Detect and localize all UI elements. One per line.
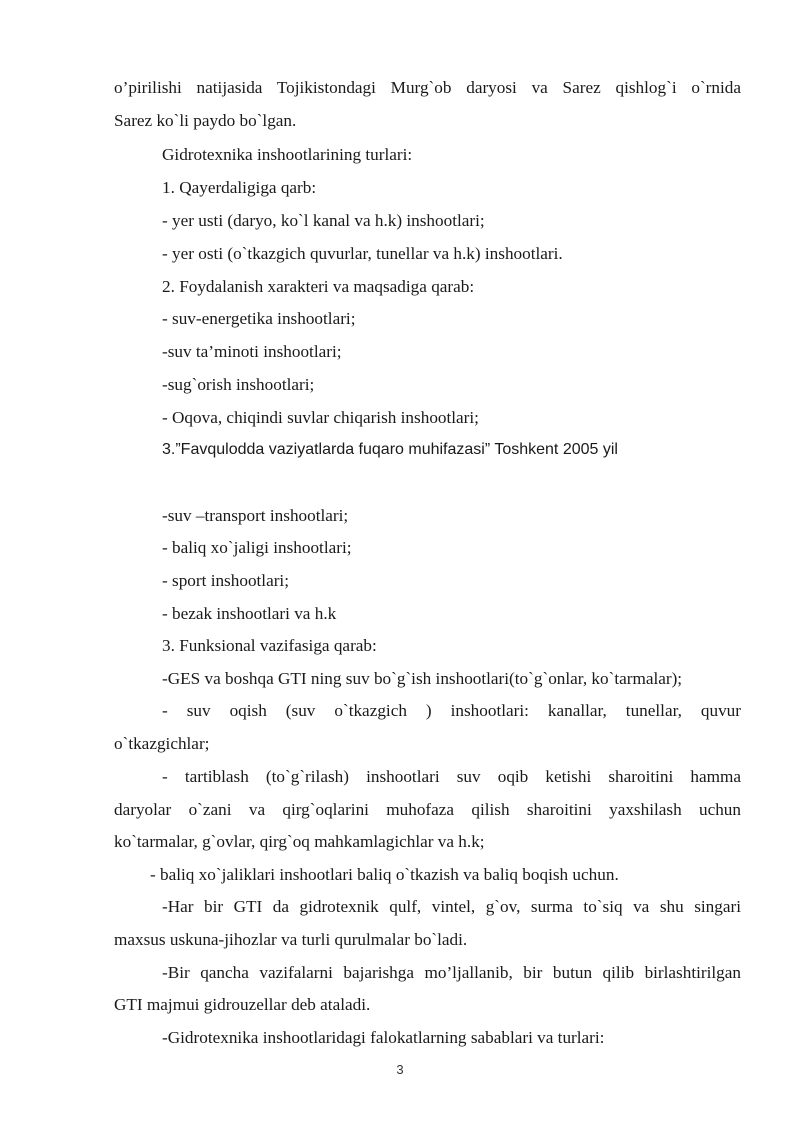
citation-line: 3.”Favqulodda vaziyatlarda fuqaro muhifazasi” Toshkent 2005 yil bbox=[162, 441, 618, 458]
paragraph-line: o’pirilishi natijasida Tojikistondagi Murg`ob daryosi va Sarez qishlog`i o`rnida bbox=[114, 78, 741, 97]
list-item: -sug`orish inshootlari; bbox=[162, 375, 315, 394]
paragraph-line: -Bir qancha vazifalarni bajarishga mo’ljallanib, bir butun qilib birlashtirilgan bbox=[162, 963, 741, 982]
page-number: 3 bbox=[396, 1062, 404, 1077]
list-item: - yer osti (o`tkazgich quvurlar, tunellar va h.k) inshootlari. bbox=[162, 244, 563, 263]
list-heading: 3. Funksional vazifasiga qarab: bbox=[162, 636, 377, 655]
list-item: - yer usti (daryo, ko`l kanal va h.k) inshootlari; bbox=[162, 211, 485, 230]
section-heading: Gidrotexnika inshootlarining turlari: bbox=[162, 145, 413, 164]
paragraph-line: GTI majmui gidrouzellar deb ataladi. bbox=[114, 995, 371, 1014]
paragraph-line: o`tkazgichlar; bbox=[114, 734, 210, 753]
list-item: - Oqova, chiqindi suvlar chiqarish inshootlari; bbox=[162, 408, 479, 427]
list-item: -suv ta’minoti inshootlari; bbox=[162, 342, 342, 361]
paragraph-line: - suv oqish (suv o`tkazgich ) inshootlari: kanallar, tunellar, quvur bbox=[162, 701, 741, 720]
paragraph-line: Sarez ko`li paydo bo`lgan. bbox=[114, 111, 297, 130]
list-item: -suv –transport inshootlari; bbox=[162, 506, 349, 525]
paragraph-line: ko`tarmalar, g`ovlar, qirg`oq mahkamlagichlar va h.k; bbox=[114, 832, 485, 851]
list-item: - baliq xo`jaligi inshootlari; bbox=[162, 538, 352, 557]
list-item: - sport inshootlari; bbox=[162, 571, 289, 590]
list-heading: 1. Qayerdaligiga qarb: bbox=[162, 178, 317, 197]
paragraph-line: daryolar o`zani va qirg`oqlarini muhofaza qilish sharoitini yaxshilash uchun bbox=[114, 800, 741, 819]
paragraph-line: - tartiblash (to`g`rilash) inshootlari suv oqib ketishi sharoitini hamma bbox=[162, 767, 741, 786]
list-item: - bezak inshootlari va h.k bbox=[162, 604, 337, 623]
list-item: - baliq xo`jaliklari inshootlari baliq o`tkazish va baliq boqish uchun. bbox=[150, 865, 619, 884]
list-heading: 2. Foydalanish xarakteri va maqsadiga qarab: bbox=[162, 277, 475, 296]
paragraph-line: -Har bir GTI da gidrotexnik qulf, vintel, g`ov, surma to`siq va shu singari bbox=[162, 897, 741, 916]
paragraph-line: maxsus uskuna-jihozlar va turli qurulmalar bo`ladi. bbox=[114, 930, 468, 949]
paragraph-line: -Gidrotexnika inshootlaridagi falokatlarning sabablari va turlari: bbox=[162, 1028, 605, 1047]
list-item: -GES va boshqa GTI ning suv bo`g`ish inshootlari(to`g`onlar, ko`tarmalar); bbox=[162, 669, 683, 688]
list-item: - suv-energetika inshootlari; bbox=[162, 309, 356, 328]
